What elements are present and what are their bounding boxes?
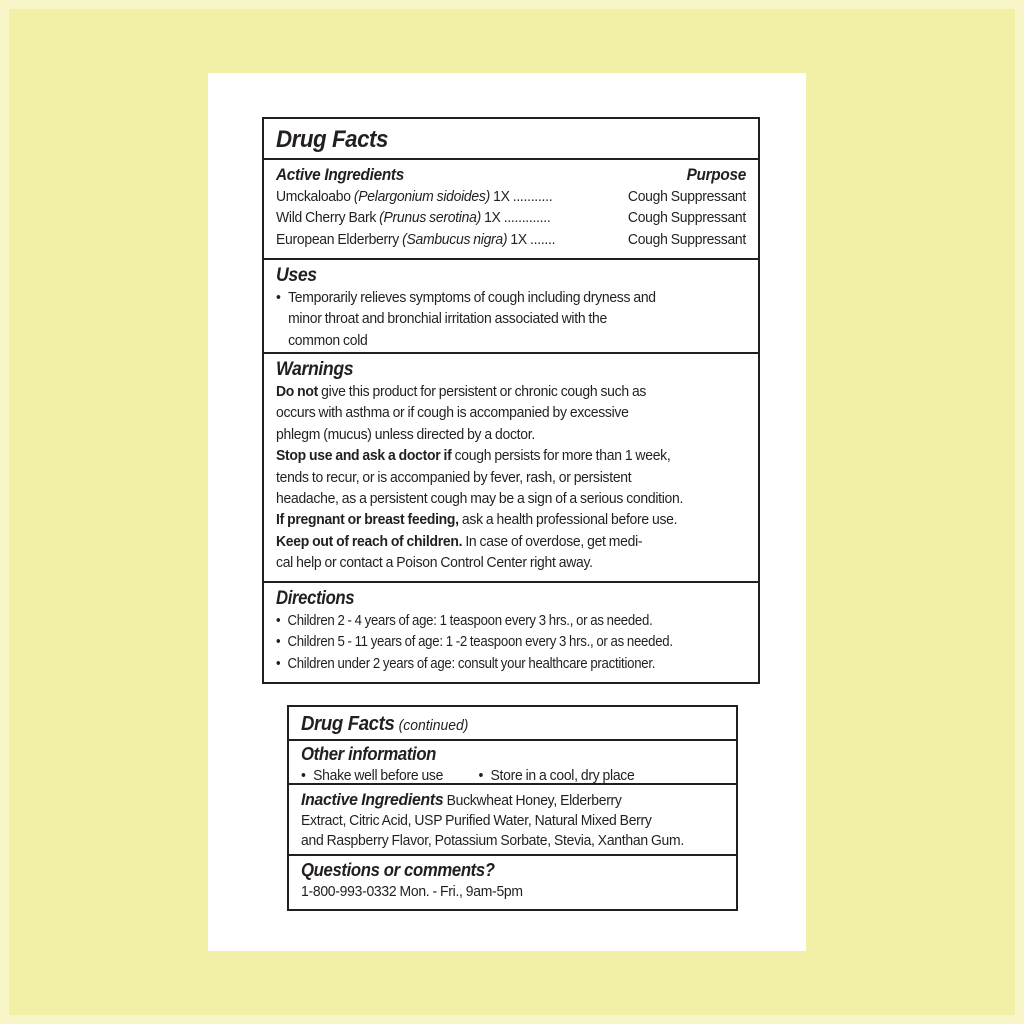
warnings-text-line: Stop use and ask a doctor if cough persists for more than 1 week, xyxy=(276,447,671,465)
inactive-ingredients-line: Extract, Citric Acid, USP Purified Water, Natural Mixed Berry xyxy=(301,812,652,829)
inactive-ingredients-line: and Raspberry Flavor, Potassium Sorbate, Stevia, Xanthan Gum. xyxy=(301,832,684,849)
ingredient-purpose: Cough Suppressant xyxy=(627,230,747,248)
label-paper xyxy=(208,73,806,951)
continued-label: (continued) xyxy=(398,717,469,734)
inactive-ingredients-line: Inactive Ingredients Buckwheat Honey, Elderberry xyxy=(301,790,622,809)
uses-text-line: common cold xyxy=(288,331,368,349)
other-bullet-text: Store in a cool, dry place xyxy=(490,767,635,784)
other-bullet-line xyxy=(301,765,443,786)
warnings-text-line: tends to recur, or is accompanied by fever, rash, or persistent xyxy=(276,468,632,486)
bullet-icon: • xyxy=(276,612,281,629)
warnings-text-line: Do not give this product for persistent or chronic cough such as xyxy=(276,383,647,400)
ingredient-row xyxy=(276,229,746,250)
uses-text-line: Temporarily relieves symptoms of cough including dryness and xyxy=(288,289,656,306)
purpose-heading: Purpose xyxy=(686,166,747,184)
ingredient-latin-name: (Prunus serotina) xyxy=(379,209,481,227)
ingredient-name: European Elderberry xyxy=(276,230,403,248)
directions-text: Children 5 - 11 years of age: 1 -2 teaspoon every 3 hrs., or as needed. xyxy=(287,633,673,651)
uses-bullet-line xyxy=(276,287,746,308)
warnings-section xyxy=(264,354,758,583)
ingredient-row xyxy=(276,186,746,207)
ingredient-latin-name: (Pelargonium sidoides) xyxy=(353,188,490,205)
drug-facts-title-row xyxy=(264,119,758,160)
questions-section xyxy=(289,856,736,907)
drug-facts-continued-title-row xyxy=(289,707,736,741)
bullet-icon: • xyxy=(301,767,306,784)
ingredient-purpose: Cough Suppressant xyxy=(627,188,747,205)
directions-bullet-line xyxy=(276,610,746,631)
ingredient-strength-dots: 1X ........... xyxy=(489,188,553,205)
drug-facts-panel xyxy=(262,117,760,684)
warnings-heading: Warnings xyxy=(276,359,354,380)
ingredient-purpose: Cough Suppressant xyxy=(627,209,747,227)
directions-section xyxy=(264,583,758,682)
active-ingredients-header xyxy=(276,165,746,186)
ingredient-latin-name: (Sambucus nigra) xyxy=(402,230,508,248)
directions-bullet-line xyxy=(276,631,746,652)
bullet-icon: • xyxy=(276,654,281,672)
ingredient-row xyxy=(276,207,746,228)
warnings-text-line: headache, as a persistent cough may be a sign of a serious condition. xyxy=(276,490,684,508)
warnings-text-line: cal help or contact a Poison Control Center right away. xyxy=(276,554,593,572)
other-information-heading: Other information xyxy=(301,744,437,764)
drug-facts-continued-title: Drug Facts xyxy=(301,713,395,735)
ingredient-strength-dots: 1X ............. xyxy=(480,209,551,227)
other-information-section xyxy=(289,741,736,785)
uses-heading: Uses xyxy=(276,265,317,286)
active-ingredients-section xyxy=(264,160,758,260)
other-information-bullets xyxy=(301,765,724,786)
inactive-ingredients-heading: Inactive Ingredients xyxy=(301,790,444,809)
questions-phone: 1-800-993-0332 Mon. - Fri., 9am-5pm xyxy=(301,883,523,900)
warnings-text-line: If pregnant or breast feeding, ask a health professional before use. xyxy=(276,511,678,529)
questions-heading: Questions or comments? xyxy=(301,860,495,880)
directions-bullet-line xyxy=(276,653,746,674)
bullet-icon: • xyxy=(276,633,281,651)
ingredient-name: Umckaloabo xyxy=(276,188,354,205)
bullet-icon: • xyxy=(276,289,281,306)
warnings-text-line: Keep out of reach of children. In case of overdose, get medi- xyxy=(276,532,643,550)
ingredient-name: Wild Cherry Bark xyxy=(276,209,380,227)
directions-text: Children 2 - 4 years of age: 1 teaspoon every 3 hrs., or as needed. xyxy=(287,612,653,629)
warnings-text-line: occurs with asthma or if cough is accompanied by excessive xyxy=(276,404,629,422)
warnings-text-line: phlegm (mucus) unless directed by a doctor. xyxy=(276,425,535,443)
other-bullet-line xyxy=(478,765,634,786)
ingredient-strength-dots: 1X ....... xyxy=(507,230,556,248)
uses-section xyxy=(264,260,758,354)
drug-facts-continued-panel xyxy=(287,705,738,911)
directions-heading: Directions xyxy=(276,588,355,609)
directions-text: Children under 2 years of age: consult your healthcare practitioner. xyxy=(287,654,656,672)
active-ingredients-heading: Active Ingredients xyxy=(276,166,405,184)
drug-facts-title: Drug Facts xyxy=(276,126,388,153)
other-bullet-text: Shake well before use xyxy=(313,767,444,784)
uses-text-line: minor throat and bronchial irritation associated with the xyxy=(288,310,608,328)
inactive-ingredients-section xyxy=(289,785,736,856)
bullet-icon: • xyxy=(478,767,484,784)
